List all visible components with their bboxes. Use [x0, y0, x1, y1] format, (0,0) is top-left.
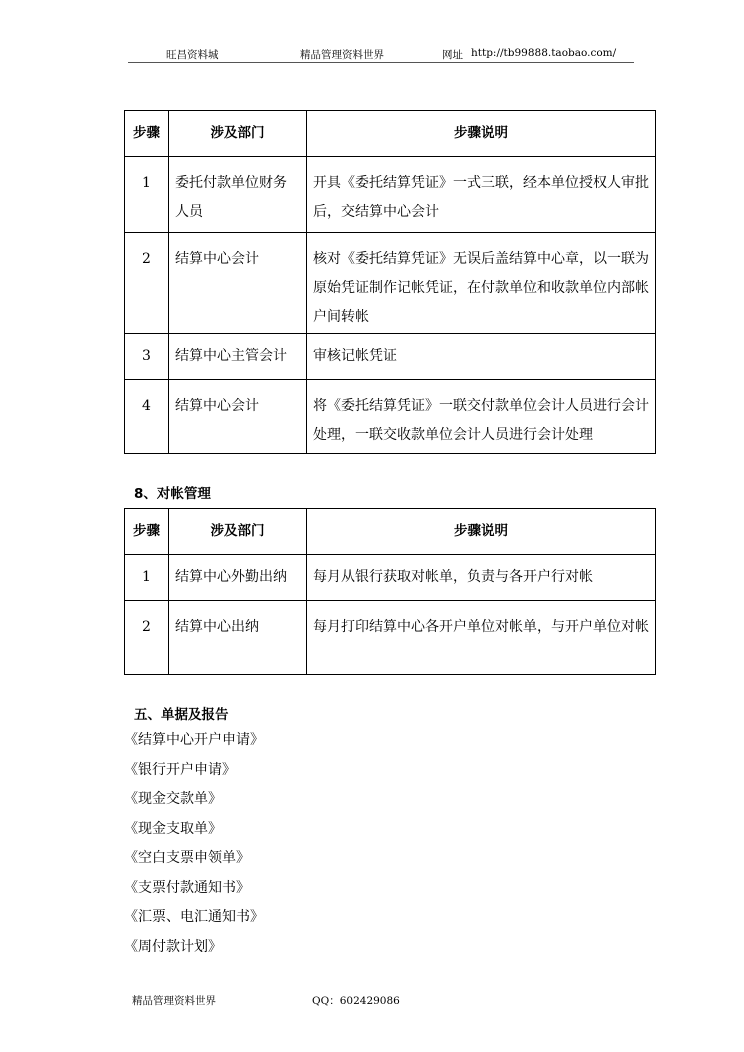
list-item: 《银行开户申请》	[124, 761, 236, 778]
column-header-step: 步骤	[125, 111, 169, 157]
step-dept: 结算中心主管会计	[169, 334, 307, 380]
header-site-name: 精品管理资料世界	[300, 49, 384, 61]
step-dept: 结算中心出纳	[169, 601, 307, 675]
list-item: 《现金交款单》	[124, 791, 222, 807]
step-number: 1	[125, 555, 169, 601]
table-row	[125, 380, 656, 454]
table-row	[125, 157, 656, 233]
table-row	[125, 233, 656, 334]
section-title-documents: 五、单据及报告	[134, 707, 229, 723]
header-shop-name: 旺昌资料城	[166, 49, 219, 61]
reconciliation-steps-table	[124, 508, 656, 675]
table-row	[125, 601, 656, 675]
list-item: 《结算中心开户申请》	[124, 732, 264, 748]
step-desc: 每月从银行获取对帐单，负责与各开户行对帐	[307, 555, 656, 601]
step-number: 4	[125, 380, 169, 454]
step-number: 1	[125, 157, 169, 233]
settlement-steps-table	[124, 110, 656, 454]
table-header-row	[125, 509, 656, 555]
footer-site-name: 精品管理资料世界	[132, 995, 216, 1007]
page-header	[128, 44, 634, 63]
section-title-reconciliation: 8、对帐管理	[134, 486, 211, 502]
list-item: 《空白支票申领单》	[124, 850, 250, 866]
step-desc: 核对《委托结算凭证》无误后盖结算中心章，以一联为原始凭证制作记帐凭证，在付款单位和收款单位内部帐户间转帐	[307, 233, 656, 334]
step-dept: 委托付款单位财务人员	[169, 157, 307, 233]
step-desc: 每月打印结算中心各开户单位对帐单，与开户单位对帐	[307, 601, 656, 675]
document-list	[124, 730, 264, 966]
table-row	[125, 555, 656, 601]
table-header-row	[125, 111, 656, 157]
list-item: 《现金支取单》	[124, 820, 222, 837]
step-number: 2	[125, 601, 169, 675]
step-desc: 开具《委托结算凭证》一式三联，经本单位授权人审批后，交结算中心会计	[307, 157, 656, 233]
step-desc: 将《委托结算凭证》一联交付款单位会计人员进行会计处理，一联交收款单位会计人员进行会计处理	[307, 380, 656, 454]
column-header-dept: 涉及部门	[169, 509, 307, 555]
header-url-label: 网址	[442, 49, 463, 61]
column-header-desc: 步骤说明	[307, 509, 656, 555]
column-header-dept: 涉及部门	[169, 111, 307, 157]
step-number: 3	[125, 334, 169, 380]
footer-qq: QQ：602429086	[312, 995, 400, 1007]
list-item: 《支票付款通知书》	[124, 879, 250, 896]
column-header-desc: 步骤说明	[307, 111, 656, 157]
table-row	[125, 334, 656, 380]
step-number: 2	[125, 233, 169, 334]
step-desc: 审核记帐凭证	[307, 334, 656, 380]
step-dept: 结算中心外勤出纳	[169, 555, 307, 601]
list-item: 《汇票、电汇通知书》	[124, 909, 264, 925]
list-item: 《周付款计划》	[124, 938, 222, 955]
header-url-link[interactable]: http://tb99888.taobao.com/	[471, 47, 617, 59]
step-dept: 结算中心会计	[169, 233, 307, 334]
column-header-step: 步骤	[125, 509, 169, 555]
step-dept: 结算中心会计	[169, 380, 307, 454]
